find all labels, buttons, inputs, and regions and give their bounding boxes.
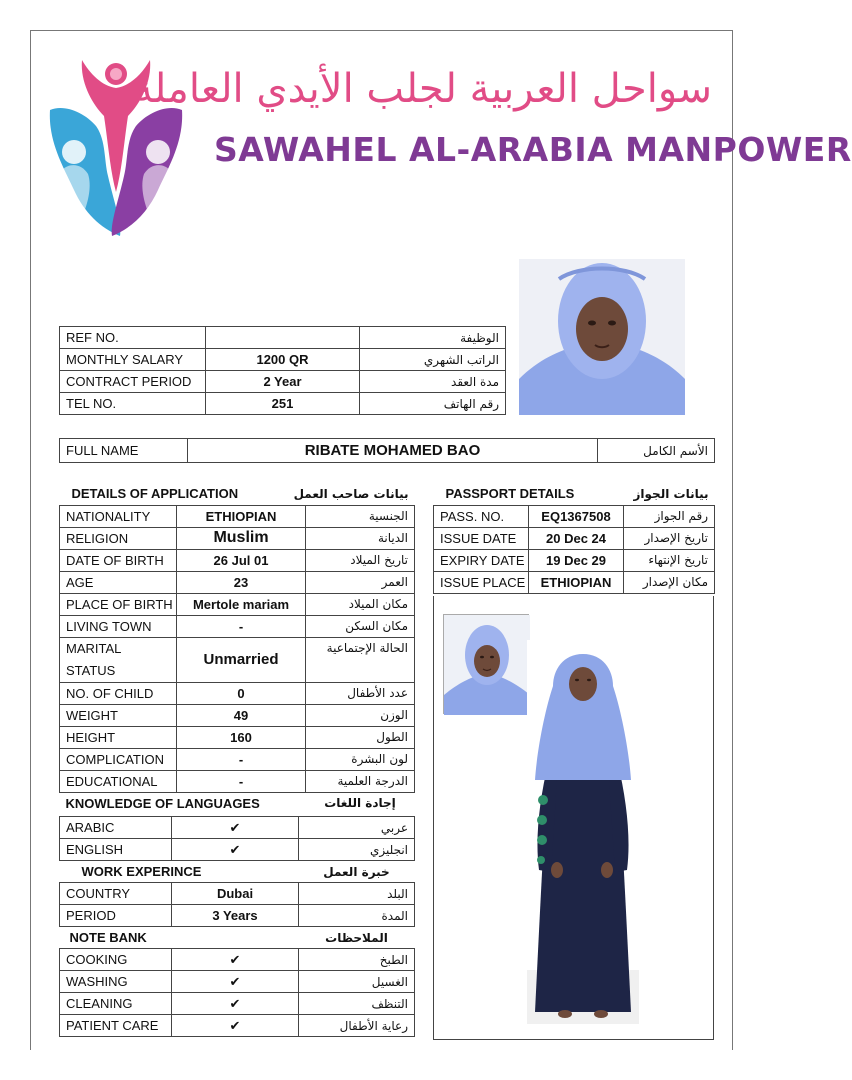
period-label: PERIOD	[60, 905, 172, 927]
notes-title: NOTE BANK	[69, 930, 147, 945]
check-icon: ✔	[172, 817, 299, 839]
summary-table	[59, 326, 506, 415]
ref-no-label: REF NO.	[60, 327, 206, 349]
table-row	[60, 615, 415, 637]
dob-label-ar: تاريخ الميلاد	[306, 549, 415, 571]
cleaning-label: CLEANING	[60, 993, 172, 1015]
table-row	[60, 726, 415, 748]
table-row	[60, 993, 415, 1015]
contract-value: 2 Year	[206, 371, 360, 393]
table-row	[60, 748, 415, 770]
portrait-photo	[519, 259, 685, 415]
issue-date-label: ISSUE DATE	[434, 527, 529, 549]
full-name-table	[59, 438, 715, 463]
passport-title: PASSPORT DETAILS	[445, 486, 575, 502]
complexion-label: COMPLICATION	[60, 748, 177, 770]
religion-label: RELIGION	[60, 527, 177, 549]
patient-care-label-ar: رعاية الأطفال	[299, 1015, 415, 1037]
table-row	[434, 549, 715, 571]
contract-label: CONTRACT PERIOD	[60, 371, 206, 393]
weight-label-ar: الوزن	[306, 704, 415, 726]
children-label-ar: عدد الأطفال	[306, 682, 415, 704]
patient-care-label: PATIENT CARE	[60, 1015, 172, 1037]
experience-title-ar: خبرة العمل	[323, 864, 390, 879]
pob-value: Mertole mariam	[177, 593, 306, 615]
height-label-ar: الطول	[306, 726, 415, 748]
table-row	[60, 527, 415, 549]
ref-no-label-ar: الوظيفة	[360, 327, 506, 349]
complexion-value: -	[177, 748, 306, 770]
table-row	[60, 593, 415, 615]
education-label: EDUCATIONAL	[60, 770, 177, 792]
table-row	[60, 549, 415, 571]
living-town-label: LIVING TOWN	[60, 615, 177, 637]
salary-value: 1200 QR	[206, 349, 360, 371]
pass-no-label-ar: رقم الجواز	[624, 505, 715, 527]
expiry-date-value: 19 Dec 29	[529, 549, 624, 571]
table-row	[434, 571, 715, 593]
expiry-date-label-ar: تاريخ الإنتهاء	[624, 549, 715, 571]
languages-title: KNOWLEDGE OF LANGUAGES	[65, 795, 260, 811]
small-portrait-photo	[443, 614, 529, 714]
washing-label: WASHING	[60, 971, 172, 993]
full-name-label: FULL NAME	[60, 439, 188, 463]
full-name-label-ar: الأسم الكامل	[598, 439, 715, 463]
section-header	[60, 861, 415, 883]
company-name-english: SAWAHEL AL-ARABIA MANPOWER	[214, 130, 852, 169]
section-header	[434, 483, 715, 505]
table-row	[60, 393, 506, 415]
issue-place-value: ETHIOPIAN	[529, 571, 624, 593]
table-row	[434, 527, 715, 549]
table-row	[60, 949, 415, 971]
height-label: HEIGHT	[60, 726, 177, 748]
experience-title: WORK EXPERINCE	[81, 864, 202, 879]
marital-label-ar: الحالة الإجتماعية	[306, 637, 415, 682]
weight-label: WEIGHT	[60, 704, 177, 726]
complexion-label-ar: لون البشرة	[306, 748, 415, 770]
arabic-label-ar: عربي	[299, 817, 415, 839]
check-icon: ✔	[172, 949, 299, 971]
application-table	[59, 483, 415, 814]
issue-place-label-ar: مكان الإصدار	[624, 571, 715, 593]
table-row	[60, 971, 415, 993]
height-value: 160	[177, 726, 306, 748]
skills-table	[59, 816, 415, 1037]
table-row	[60, 637, 415, 682]
nationality-label: NATIONALITY	[60, 505, 177, 527]
marital-value: Unmarried	[177, 637, 306, 682]
country-label: COUNTRY	[60, 883, 172, 905]
table-row	[60, 327, 506, 349]
cleaning-label-ar: التنظف	[299, 993, 415, 1015]
children-label: NO. OF CHILD	[60, 682, 177, 704]
section-header	[60, 927, 415, 949]
table-row	[60, 682, 415, 704]
application-title-ar: بيانات صاحب العمل	[293, 486, 409, 501]
english-label: ENGLISH	[60, 839, 172, 861]
religion-label-ar: الديانة	[306, 527, 415, 549]
age-label-ar: العمر	[306, 571, 415, 593]
expiry-date-label: EXPIRY DATE	[434, 549, 529, 571]
table-row	[60, 371, 506, 393]
pob-label-ar: مكان الميلاد	[306, 593, 415, 615]
table-row	[60, 349, 506, 371]
age-value: 23	[177, 571, 306, 593]
period-value: 3 Years	[172, 905, 299, 927]
cooking-label: COOKING	[60, 949, 172, 971]
religion-value: Muslim	[177, 527, 306, 549]
age-label: AGE	[60, 571, 177, 593]
dob-value: 26 Jul 01	[177, 549, 306, 571]
notes-title-ar: الملاحظات	[325, 930, 388, 945]
nationality-value: ETHIOPIAN	[177, 505, 306, 527]
children-value: 0	[177, 682, 306, 704]
marital-label: MARITAL STATUS	[60, 637, 177, 682]
section-header	[60, 483, 415, 505]
table-row	[60, 505, 415, 527]
country-label-ar: البلد	[299, 883, 415, 905]
tel-label-ar: رقم الهاتف	[360, 393, 506, 415]
arabic-label: ARABIC	[60, 817, 172, 839]
company-name-arabic: سواحل العربية لجلب الأيدي العاملة	[132, 66, 712, 112]
pass-no-value: EQ1367508	[529, 505, 624, 527]
table-row	[60, 839, 415, 861]
salary-label: MONTHLY SALARY	[60, 349, 206, 371]
application-title: DETAILS OF APPLICATION	[71, 486, 239, 502]
check-icon: ✔	[172, 1015, 299, 1037]
issue-place-label: ISSUE PLACE	[434, 571, 529, 593]
table-row	[434, 505, 715, 527]
full-body-photo	[527, 640, 639, 1024]
issue-date-value: 20 Dec 24	[529, 527, 624, 549]
living-town-value: -	[177, 615, 306, 637]
check-icon: ✔	[172, 993, 299, 1015]
passport-table	[433, 483, 715, 594]
table-row	[60, 571, 415, 593]
education-label-ar: الدرجة العلمية	[306, 770, 415, 792]
check-icon: ✔	[172, 971, 299, 993]
education-value: -	[177, 770, 306, 792]
languages-title-ar: إجادة اللغات	[324, 796, 396, 811]
table-row	[60, 817, 415, 839]
table-row	[60, 883, 415, 905]
issue-date-label-ar: تاريخ الإصدار	[624, 527, 715, 549]
nationality-label-ar: الجنسية	[306, 505, 415, 527]
english-label-ar: انجليزي	[299, 839, 415, 861]
table-row	[60, 439, 715, 463]
period-label-ar: المدة	[299, 905, 415, 927]
living-town-label-ar: مكان السكن	[306, 615, 415, 637]
tel-label: TEL NO.	[60, 393, 206, 415]
country-value: Dubai	[172, 883, 299, 905]
pass-no-label: PASS. NO.	[434, 505, 529, 527]
contract-label-ar: مدة العقد	[360, 371, 506, 393]
check-icon: ✔	[172, 839, 299, 861]
table-row	[60, 704, 415, 726]
weight-value: 49	[177, 704, 306, 726]
passport-title-ar: بيانات الجواز	[633, 486, 709, 501]
salary-label-ar: الراتب الشهري	[360, 349, 506, 371]
table-row	[60, 905, 415, 927]
table-row	[60, 1015, 415, 1037]
cooking-label-ar: الطبخ	[299, 949, 415, 971]
dob-label: DATE OF BIRTH	[60, 549, 177, 571]
ref-no-value	[206, 327, 360, 349]
section-header	[60, 792, 415, 814]
tel-value: 251	[206, 393, 360, 415]
full-name-value: RIBATE MOHAMED BAO	[188, 439, 598, 463]
table-row	[60, 770, 415, 792]
pob-label: PLACE OF BIRTH	[60, 593, 177, 615]
washing-label-ar: الغسيل	[299, 971, 415, 993]
